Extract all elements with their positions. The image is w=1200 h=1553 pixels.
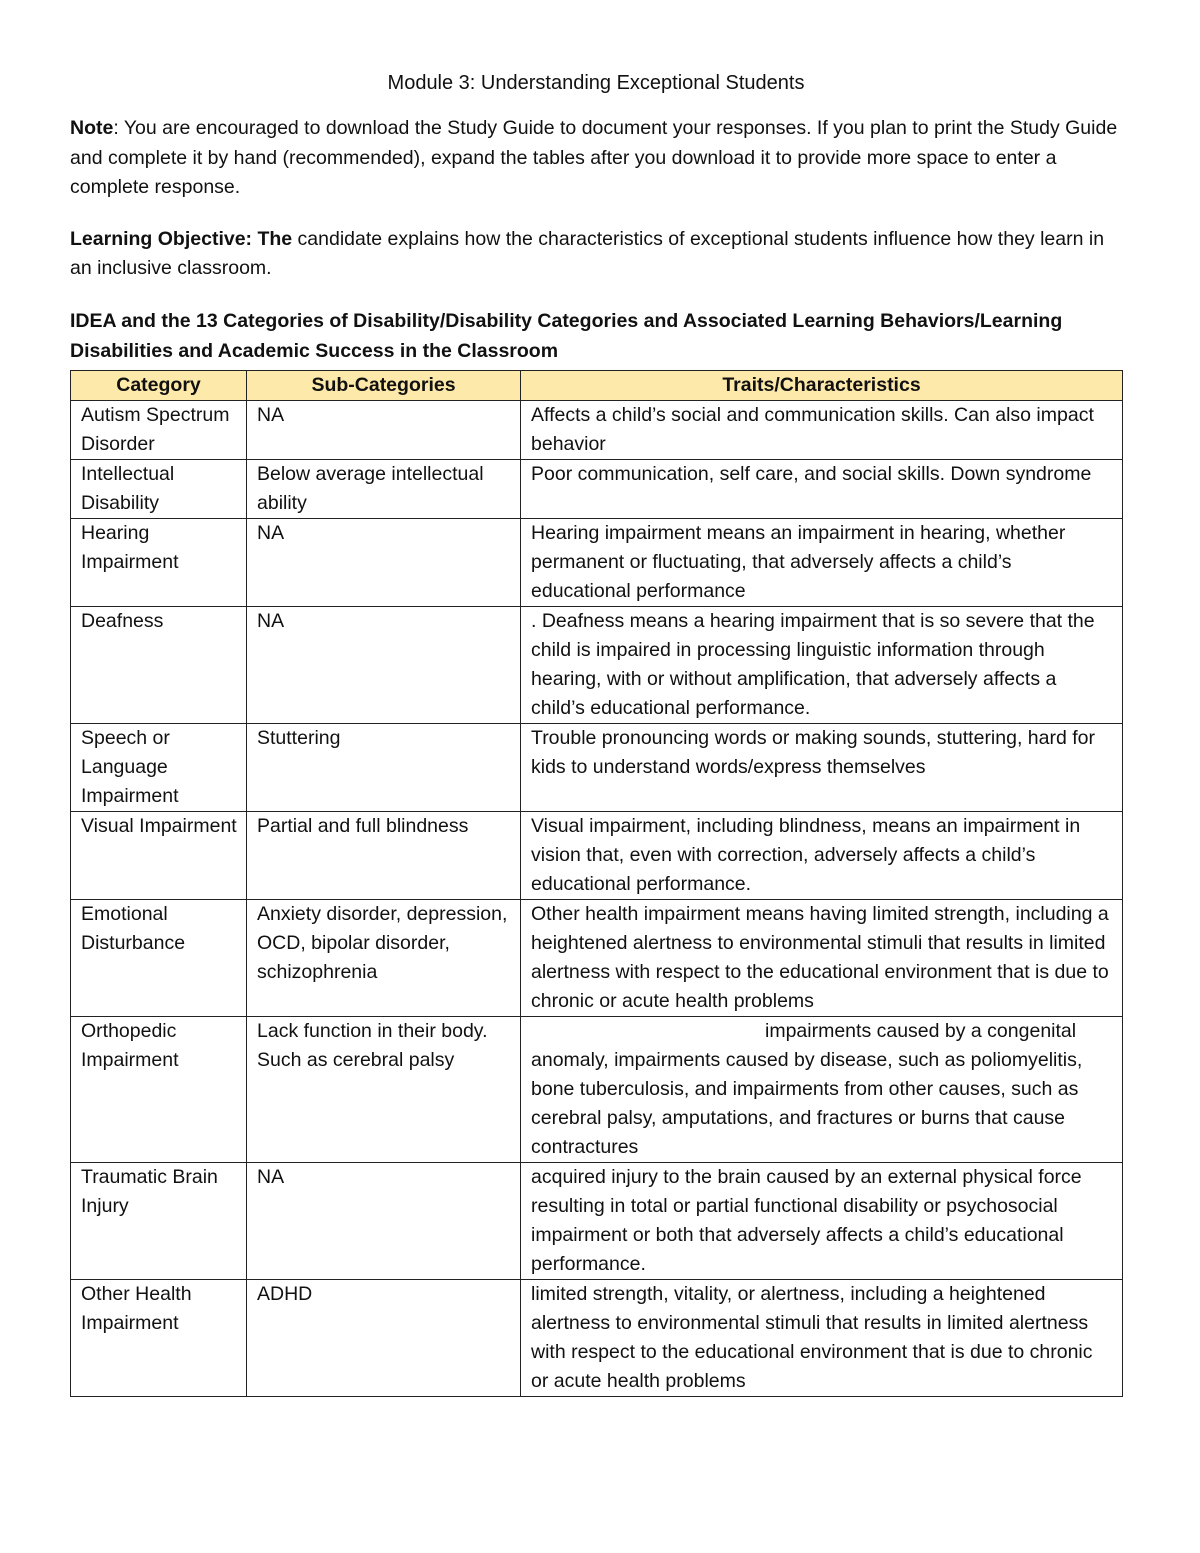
traits-cell: Other health impairment means having limited strength, including a heightened alertness to environmental stimuli that results in limited alertness with respect to the educational environment that is due to chronic or acute health problems: [521, 899, 1123, 1016]
table-header-row: [71, 370, 1123, 400]
table-row: [71, 400, 1123, 459]
traits-cell: acquired injury to the brain caused by an external physical force resulting in total or partial functional disability or psychosocial impairment or both that adversely affects a child’s educational performance.: [521, 1162, 1123, 1279]
traits-cell: Poor communication, self care, and social skills. Down syndrome: [521, 459, 1123, 518]
sub-category-cell: NA: [247, 400, 521, 459]
sub-category-cell: Partial and full blindness: [247, 811, 521, 899]
category-cell: Deafness: [71, 606, 247, 723]
traits-cell: [521, 1016, 1123, 1162]
objective-label: Learning Objective: The: [70, 227, 293, 250]
traits-cell: Affects a child’s social and communication skills. Can also impact behavior: [521, 400, 1123, 459]
table-row: [71, 723, 1123, 811]
category-cell: Other Health Impairment: [71, 1279, 247, 1396]
traits-cell: Hearing impairment means an impairment in hearing, whether permanent or fluctuating, that adversely affects a child’s educational performance: [521, 518, 1123, 606]
disability-categories-table: [70, 370, 1123, 1397]
header-sub-categories: Sub-Categories: [247, 370, 521, 400]
sub-category-cell: Lack function in their body. Such as cerebral palsy: [247, 1016, 521, 1162]
header-category: Category: [71, 370, 247, 400]
document-page: [70, 68, 1122, 1397]
category-cell: Speech or Language Impairment: [71, 723, 247, 811]
traits-cell: limited strength, vitality, or alertness, including a heightened alertness to environmental stimuli that results in limited alertness with respect to the educational environment that is due to chronic or acute health problems: [521, 1279, 1123, 1396]
sub-category-cell: NA: [247, 518, 521, 606]
sub-category-cell: Anxiety disorder, depression, OCD, bipolar disorder, schizophrenia: [247, 899, 521, 1016]
category-cell: Visual Impairment: [71, 811, 247, 899]
table-row: [71, 459, 1123, 518]
note-label: Note: [70, 117, 114, 139]
category-cell: Orthopedic Impairment: [71, 1016, 247, 1162]
table-row: [71, 1279, 1123, 1396]
sub-category-cell: Stuttering: [247, 723, 521, 811]
sub-category-cell: NA: [247, 606, 521, 723]
section-heading: IDEA and the 13 Categories of Disability/Disability Categories and Associated Learning Behaviors/Learning Disabilities and Academic Success in the Classroom: [70, 309, 1063, 362]
category-cell: Traumatic Brain Injury: [71, 1162, 247, 1279]
category-cell: Autism Spectrum Disorder: [71, 400, 247, 459]
table-row: [71, 606, 1123, 723]
traits-cell: Visual impairment, including blindness, means an impairment in vision that, even with correction, adversely affects a child’s educational performance.: [521, 811, 1123, 899]
table-row: [71, 518, 1123, 606]
header-traits: Traits/Characteristics: [521, 370, 1123, 400]
sub-category-cell: Below average intellectual ability: [247, 459, 521, 518]
objective-text: candidate explains how the characteristics of exceptional students influence how they learn in an inclusive classroom.: [70, 227, 1105, 279]
traits-cell: . Deafness means a hearing impairment that is so severe that the child is impaired in processing linguistic information through hearing, with or without amplification, that adversely affects a child’s educational performance.: [521, 606, 1123, 723]
sub-category-cell: ADHD: [247, 1279, 521, 1396]
sub-category-cell: NA: [247, 1162, 521, 1279]
table-row: [71, 811, 1123, 899]
category-cell: Intellectual Disability: [71, 459, 247, 518]
table-row: [71, 1016, 1123, 1162]
note-text: : You are encouraged to download the Study Guide to document your responses. If you plan to print the Study Guide and complete it by hand (recommended), expand the tables after you download it to provide more space to enter a complete response.: [70, 117, 1118, 198]
traits-cell: Trouble pronouncing words or making sounds, stuttering, hard for kids to understand words/express themselves: [521, 723, 1123, 811]
traits-text: impairments caused by a congenital anomaly, impairments caused by disease, such as poliomyelitis, bone tuberculosis, and impairments from other causes, such as cerebral palsy, amputations, and fractures or burns that cause contractures: [531, 1019, 1083, 1158]
table-row: [71, 899, 1123, 1016]
note-paragraph: [70, 114, 1122, 203]
category-cell: Hearing Impairment: [71, 518, 247, 606]
page-title: Module 3: Understanding Exceptional Students: [387, 72, 805, 94]
table-row: [71, 1162, 1123, 1279]
category-cell: Emotional Disturbance: [71, 899, 247, 1016]
objective-paragraph: [70, 225, 1122, 284]
